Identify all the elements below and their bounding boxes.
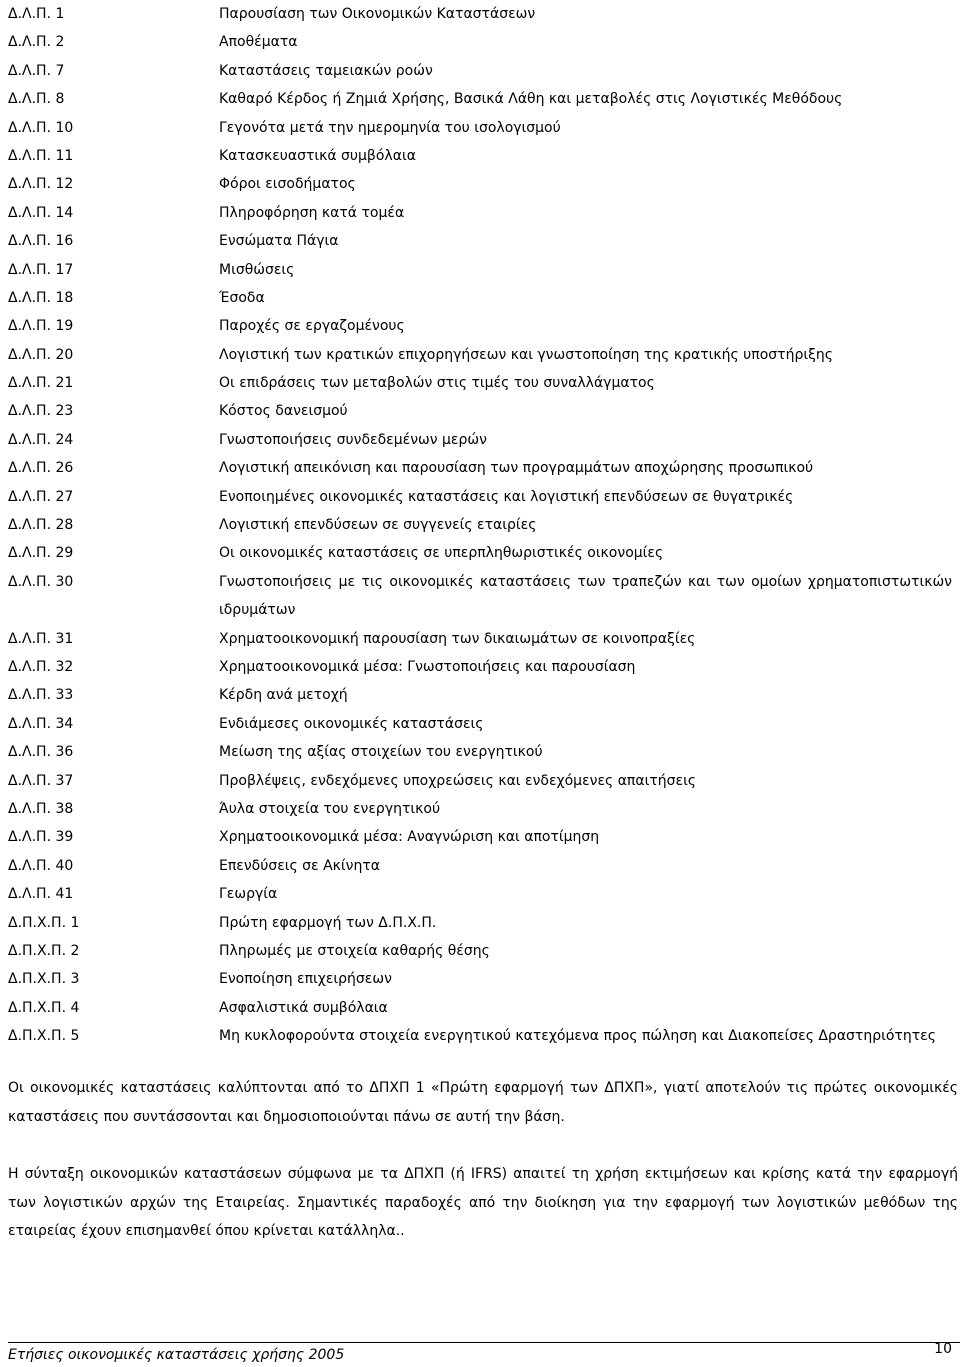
footer-title: Ετήσιες οικονομικές καταστάσεις χρήσης 2005 <box>8 1347 345 1363</box>
standard-code: Δ.Λ.Π. 16 <box>8 233 74 250</box>
standard-code: Δ.Λ.Π. 8 <box>8 91 65 108</box>
standard-code: Δ.Λ.Π. 17 <box>8 261 74 278</box>
standard-code: Δ.Λ.Π. 28 <box>8 517 74 534</box>
standard-code: Δ.Π.Χ.Π. 2 <box>8 942 80 959</box>
standard-row <box>8 937 952 965</box>
standard-title: Οι επιδράσεις των μεταβολών στις τιμές του συναλλάγματος <box>219 375 655 392</box>
standard-row <box>8 0 952 28</box>
standard-code: Δ.Λ.Π. 21 <box>8 375 74 392</box>
standard-row <box>8 142 952 170</box>
standard-code: Δ.Λ.Π. 7 <box>8 62 65 79</box>
standard-title: Ενσώματα Πάγια <box>219 233 339 250</box>
standard-row <box>8 994 952 1022</box>
standard-row <box>8 170 952 198</box>
standard-code: Δ.Λ.Π. 18 <box>8 289 74 306</box>
standard-title: Χρηματοοικονομικά μέσα: Αναγνώριση και αποτίμηση <box>219 829 600 846</box>
standard-row <box>8 681 952 709</box>
standard-row <box>8 256 952 284</box>
standard-row <box>8 341 952 369</box>
paragraph-first-application: Οι οικονομικές καταστάσεις καλύπτονται από το ΔΠΧΠ 1 «Πρώτη εφαρμογή των ΔΠΧΠ», γιατί αποτελούν τις πρώτες οικονομικές καταστάσεις που συντάσσονται και δημοσιοποιούνται πάνω σε αυτή την βάση. <box>8 1080 958 1125</box>
standard-row <box>8 483 952 511</box>
standard-code: Δ.Λ.Π. 2 <box>8 34 65 51</box>
standard-code: Δ.Λ.Π. 36 <box>8 744 74 761</box>
standard-row <box>8 653 952 681</box>
standard-code: Δ.Λ.Π. 39 <box>8 829 74 846</box>
standard-title: Λογιστική επενδύσεων σε συγγενείς εταιρίες <box>219 517 537 534</box>
standard-code: Δ.Λ.Π. 10 <box>8 119 74 136</box>
standard-code: Δ.Λ.Π. 31 <box>8 630 74 647</box>
standard-row <box>8 909 952 937</box>
standard-row <box>8 539 952 567</box>
standard-row <box>8 199 952 227</box>
standard-row <box>8 965 952 993</box>
standard-code: Δ.Λ.Π. 33 <box>8 687 74 704</box>
standard-row <box>8 57 952 85</box>
standard-code: Δ.Λ.Π. 20 <box>8 346 74 363</box>
standard-title: Χρηματοοικονομικά μέσα: Γνωστοποιήσεις και παρουσίαση <box>219 659 636 675</box>
standard-row <box>8 795 952 823</box>
standard-code: Δ.Λ.Π. 32 <box>8 659 74 675</box>
standard-title: Λογιστική των κρατικών επιχορηγήσεων και γνωστοποίηση της κρατικής υποστήριξης <box>219 346 833 363</box>
standard-title: Φόροι εισοδήματος <box>219 176 356 193</box>
standard-code: Δ.Λ.Π. 11 <box>8 147 74 164</box>
standard-title: Άυλα στοιχεία του ενεργητικού <box>219 800 441 817</box>
standard-title: Πληρωμές με στοιχεία καθαρής θέσης <box>219 942 490 959</box>
standard-code: Δ.Λ.Π. 34 <box>8 715 74 732</box>
standard-code: Δ.Λ.Π. 37 <box>8 772 74 789</box>
page-number: 10 <box>934 1341 952 1357</box>
standard-code: Δ.Π.Χ.Π. 3 <box>8 971 80 988</box>
standard-code: Δ.Π.Χ.Π. 1 <box>8 914 80 931</box>
standard-row <box>8 511 952 539</box>
standard-row <box>8 284 952 312</box>
standard-row <box>8 28 952 56</box>
standard-title: Ενοποιημένες οικονομικές καταστάσεις και λογιστική επενδύσεων σε θυγατρικές <box>219 488 794 505</box>
standard-title: Πληροφόρηση κατά τομέα <box>219 204 405 221</box>
standard-code: Δ.Λ.Π. 19 <box>8 318 74 335</box>
standard-title: Χρηματοοικονομική παρουσίαση των δικαιωμάτων σε κοινοπραξίες <box>219 630 696 647</box>
standard-title: Κατασκευαστικά συμβόλαια <box>219 147 416 164</box>
standard-title: Κόστος δανεισμού <box>219 403 348 420</box>
standard-code: Δ.Λ.Π. 1 <box>8 6 65 22</box>
standard-title: Επενδύσεις σε Ακίνητα <box>219 857 380 874</box>
standard-title: Οι οικονομικές καταστάσεις σε υπερπληθωριστικές οικονομίες <box>219 545 664 562</box>
standard-title: Γνωστοποιήσεις με τις οικονομικές καταστάσεις των τραπεζών και των ομοίων χρηματοπιστωτικών ιδρυμάτων <box>219 573 952 619</box>
standard-row <box>8 852 952 880</box>
standard-title: Μη κυκλοφορούντα στοιχεία ενεργητικού κατεχόμενα προς πώληση και Διακοπείσες Δραστηριότητες <box>219 1028 936 1045</box>
standard-title: Καταστάσεις ταμειακών ροών <box>219 62 433 79</box>
standard-row <box>8 454 952 482</box>
standard-code: Δ.Λ.Π. 40 <box>8 857 74 874</box>
standard-title: Μείωση της αξίας στοιχείων του ενεργητικού <box>219 744 543 761</box>
standard-title: Καθαρό Κέρδος ή Ζημιά Χρήσης, Βασικά Λάθη και μεταβολές στις Λογιστικές Μεθόδους <box>219 91 843 108</box>
standard-title: Έσοδα <box>219 289 265 306</box>
standard-title: Ασφαλιστικά συμβόλαια <box>219 999 388 1016</box>
standard-title: Γνωστοποιήσεις συνδεδεμένων μερών <box>219 431 487 448</box>
standard-row <box>8 823 952 851</box>
standard-row <box>8 227 952 255</box>
standard-row <box>8 114 952 142</box>
standard-code: Δ.Λ.Π. 26 <box>8 460 74 477</box>
standard-row <box>8 426 952 454</box>
standards-list <box>8 0 952 1050</box>
standard-row <box>8 625 952 653</box>
standard-code: Δ.Λ.Π. 27 <box>8 488 74 505</box>
footer-divider <box>8 1342 960 1343</box>
paragraph-estimates-judgement: Η σύνταξη οικονομικών καταστάσεων σύμφωνα με τα ΔΠΧΠ (ή IFRS) απαιτεί τη χρήση εκτιμήσεων και κρίσης κατά την εφαρμογή των λογιστικών αρχών της Εταιρείας. Σημαντικές παραδοχές από την διοίκηση για την εφαρμογή των λογιστικών μεθόδων της εταιρείας έχουν επισημανθεί όπου κρίνεται κατάλληλα.. <box>8 1166 958 1239</box>
standard-title: Παροχές σε εργαζομένους <box>219 318 405 335</box>
standard-code: Δ.Π.Χ.Π. 5 <box>8 1028 80 1045</box>
standard-row <box>8 738 952 766</box>
standard-title: Αποθέματα <box>219 34 298 51</box>
standard-code: Δ.Π.Χ.Π. 4 <box>8 999 80 1016</box>
standard-title: Ενοποίηση επιχειρήσεων <box>219 971 392 988</box>
standard-row <box>8 568 952 625</box>
standard-title: Ενδιάμεσες οικονομικές καταστάσεις <box>219 715 484 732</box>
standard-code: Δ.Λ.Π. 14 <box>8 204 74 221</box>
standard-title: Προβλέψεις, ενδεχόμενες υποχρεώσεις και ενδεχόμενες απαιτήσεις <box>219 772 697 789</box>
standard-code: Δ.Λ.Π. 38 <box>8 800 74 817</box>
standard-title: Γεωργία <box>219 886 278 903</box>
standard-code: Δ.Λ.Π. 29 <box>8 545 74 562</box>
standard-title: Λογιστική απεικόνιση και παρουσίαση των προγραμμάτων αποχώρησης προσωπικού <box>219 460 814 477</box>
standard-title: Πρώτη εφαρμογή των Δ.Π.Χ.Π. <box>219 914 437 931</box>
standard-title: Μισθώσεις <box>219 261 295 278</box>
standard-row <box>8 1022 952 1050</box>
standard-code: Δ.Λ.Π. 23 <box>8 403 74 420</box>
standard-title: Παρουσίαση των Οικονομικών Καταστάσεων <box>219 6 536 22</box>
standard-code: Δ.Λ.Π. 24 <box>8 431 74 448</box>
standard-code: Δ.Λ.Π. 30 <box>8 573 74 590</box>
standard-row <box>8 312 952 340</box>
standard-row <box>8 880 952 908</box>
standard-code: Δ.Λ.Π. 12 <box>8 176 74 193</box>
standard-code: Δ.Λ.Π. 41 <box>8 886 74 903</box>
standard-row <box>8 767 952 795</box>
standard-row <box>8 85 952 113</box>
standard-row <box>8 710 952 738</box>
standard-row <box>8 369 952 397</box>
standard-title: Κέρδη ανά μετοχή <box>219 687 348 704</box>
standard-title: Γεγονότα μετά την ημερομηνία του ισολογισμού <box>219 119 561 136</box>
standard-row <box>8 397 952 425</box>
